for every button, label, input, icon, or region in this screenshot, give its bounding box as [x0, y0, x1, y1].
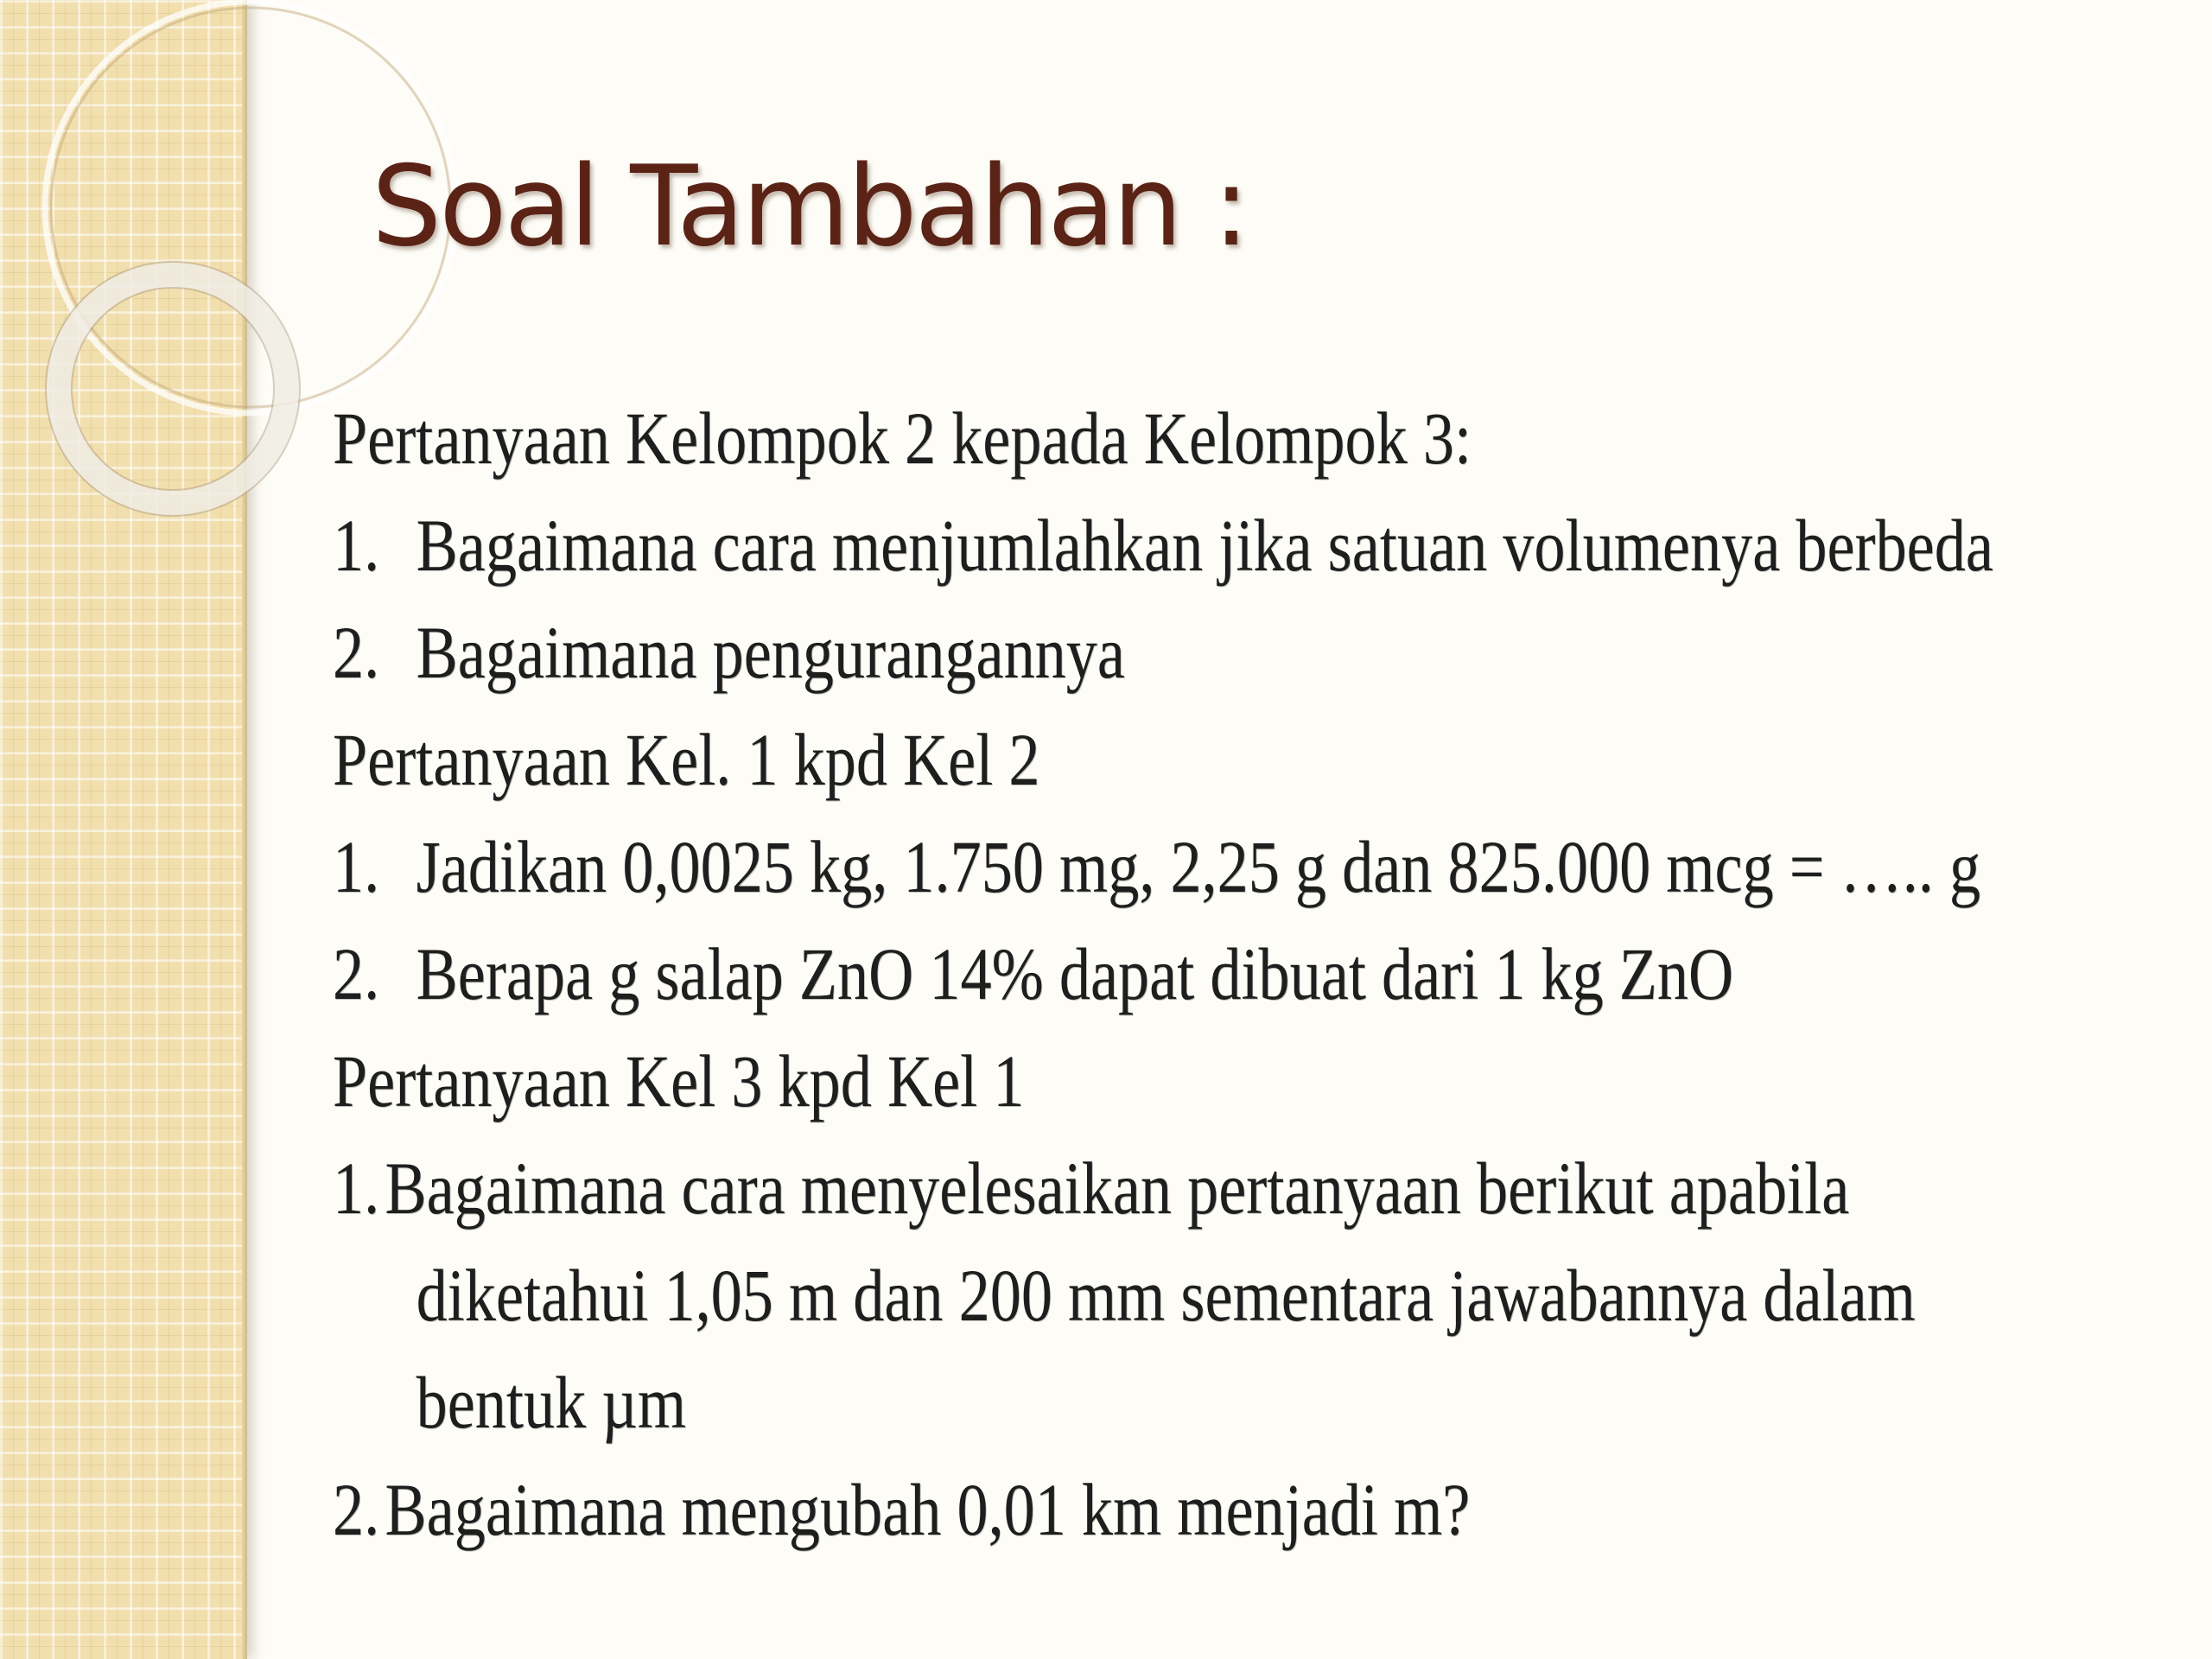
list-item — [333, 492, 1993, 599]
list-text: Berapa g salap ZnO 14% dapat dibuat dari 1 kg ZnO — [416, 932, 1734, 1015]
list-item — [333, 1456, 1872, 1563]
list-number: 1. — [333, 504, 380, 587]
list-number: 2. — [333, 932, 380, 1015]
list-text-continuation: diketahui 1,05 m dan 200 mm sementara jawabannya dalam — [416, 1254, 1916, 1337]
list-item — [333, 1135, 1872, 1242]
list-number: 1. — [333, 825, 380, 908]
list-number: 1. — [333, 1147, 380, 1230]
list-item — [333, 599, 1872, 706]
section-heading: Pertanyaan Kelompok 2 kepada Kelompok 3: — [333, 397, 1472, 480]
list-item — [333, 813, 1981, 920]
section-heading: Pertanyaan Kel 3 kpd Kel 1 — [333, 1039, 1025, 1122]
list-item — [333, 920, 1872, 1027]
decorative-rings — [0, 0, 276, 553]
list-text: Bagaimana cara menyelesaikan pertanyaan berikut apabila — [385, 1147, 1850, 1230]
list-text-continuation: bentuk µm — [416, 1361, 687, 1444]
slide-title: Soal Tambahan : — [372, 143, 1248, 271]
section-heading: Pertanyaan Kel. 1 kpd Kel 2 — [333, 718, 1040, 801]
slide-body — [333, 385, 1993, 1563]
list-text: Bagaimana pengurangannya — [416, 611, 1125, 694]
list-number: 2. — [333, 1468, 380, 1551]
list-text: Jadikan 0,0025 kg, 1.750 mg, 2,25 g dan 825.000 mcg = ….. g — [416, 825, 1981, 908]
list-number: 2. — [333, 611, 380, 694]
list-text: Bagaimana mengubah 0,01 km menjadi m? — [385, 1468, 1471, 1551]
list-text: Bagaimana cara menjumlahkan jika satuan volumenya berbeda — [416, 504, 1993, 587]
